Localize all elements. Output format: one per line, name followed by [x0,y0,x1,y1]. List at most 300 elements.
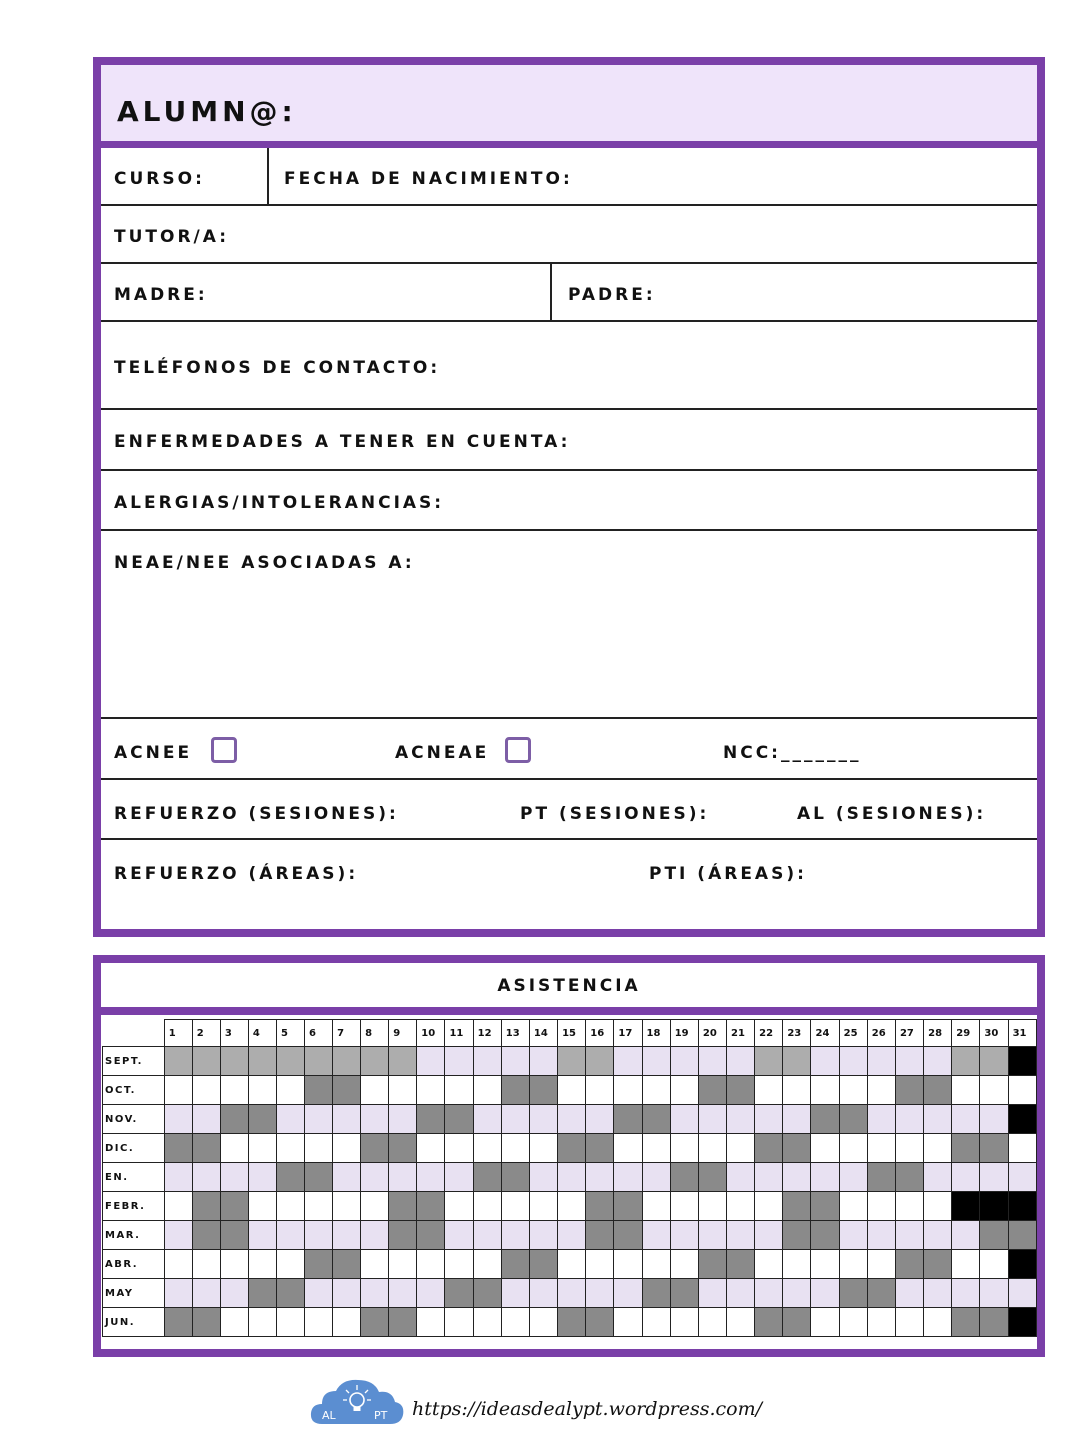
attendance-cell[interactable] [276,1076,304,1105]
attendance-cell[interactable] [417,1163,445,1192]
attendance-cell[interactable] [783,1250,811,1279]
attendance-cell[interactable] [558,1047,586,1076]
attendance-cell[interactable] [755,1250,783,1279]
attendance-cell[interactable] [276,1163,304,1192]
attendance-cell[interactable] [445,1163,473,1192]
attendance-cell[interactable] [473,1192,501,1221]
attendance-cell[interactable] [980,1134,1008,1163]
attendance-cell[interactable] [220,1279,248,1308]
attendance-cell[interactable] [445,1047,473,1076]
attendance-cell[interactable] [727,1221,755,1250]
attendance-cell[interactable] [445,1076,473,1105]
attendance-cell[interactable] [276,1221,304,1250]
attendance-cell[interactable] [698,1192,726,1221]
attendance-cell[interactable] [867,1221,895,1250]
attendance-cell[interactable] [727,1163,755,1192]
attendance-cell[interactable] [361,1250,389,1279]
attendance-cell[interactable] [192,1279,220,1308]
attendance-cell[interactable] [895,1221,923,1250]
attendance-cell[interactable] [980,1192,1008,1221]
attendance-cell[interactable] [529,1047,557,1076]
attendance-cell[interactable] [783,1105,811,1134]
attendance-cell[interactable] [614,1192,642,1221]
attendance-cell[interactable] [727,1250,755,1279]
attendance-cell[interactable] [248,1134,276,1163]
attendance-cell[interactable] [839,1105,867,1134]
attendance-cell[interactable] [333,1134,361,1163]
attendance-cell[interactable] [980,1105,1008,1134]
illnesses-row[interactable] [101,410,1037,471]
attendance-cell[interactable] [980,1076,1008,1105]
attendance-cell[interactable] [924,1308,952,1337]
attendance-cell[interactable] [895,1134,923,1163]
attendance-cell[interactable] [698,1105,726,1134]
attendance-cell[interactable] [220,1105,248,1134]
attendance-cell[interactable] [389,1279,417,1308]
attendance-cell[interactable] [192,1134,220,1163]
attendance-cell[interactable] [417,1279,445,1308]
attendance-cell[interactable] [558,1192,586,1221]
attendance-cell[interactable] [389,1134,417,1163]
attendance-cell[interactable] [473,1076,501,1105]
attendance-cell[interactable] [248,1250,276,1279]
attendance-cell[interactable] [558,1250,586,1279]
attendance-cell[interactable] [698,1221,726,1250]
attendance-cell[interactable] [389,1308,417,1337]
attendance-cell[interactable] [248,1047,276,1076]
attendance-cell[interactable] [867,1076,895,1105]
attendance-cell[interactable] [867,1308,895,1337]
attendance-cell[interactable] [867,1250,895,1279]
attendance-cell[interactable] [417,1250,445,1279]
attendance-cell[interactable] [586,1076,614,1105]
attendance-cell[interactable] [361,1076,389,1105]
attendance-cell[interactable] [586,1105,614,1134]
attendance-cell[interactable] [811,1279,839,1308]
attendance-cell[interactable] [811,1047,839,1076]
attendance-cell[interactable] [755,1105,783,1134]
attendance-cell[interactable] [952,1105,980,1134]
attendance-cell[interactable] [614,1308,642,1337]
attendance-cell[interactable] [755,1308,783,1337]
attendance-cell[interactable] [1008,1279,1036,1308]
attendance-cell[interactable] [670,1250,698,1279]
attendance-cell[interactable] [839,1279,867,1308]
attendance-cell[interactable] [698,1308,726,1337]
attendance-cell[interactable] [811,1308,839,1337]
attendance-cell[interactable] [783,1221,811,1250]
attendance-cell[interactable] [698,1279,726,1308]
attendance-cell[interactable] [1008,1192,1036,1221]
attendance-cell[interactable] [755,1076,783,1105]
attendance-cell[interactable] [220,1047,248,1076]
attendance-cell[interactable] [895,1163,923,1192]
attendance-cell[interactable] [558,1134,586,1163]
attendance-cell[interactable] [276,1250,304,1279]
attendance-cell[interactable] [529,1279,557,1308]
attendance-cell[interactable] [333,1163,361,1192]
attendance-cell[interactable] [305,1192,333,1221]
attendance-cell[interactable] [192,1163,220,1192]
attendance-cell[interactable] [473,1163,501,1192]
attendance-cell[interactable] [952,1279,980,1308]
attendance-cell[interactable] [952,1221,980,1250]
attendance-cell[interactable] [924,1221,952,1250]
attendance-cell[interactable] [389,1163,417,1192]
attendance-cell[interactable] [698,1047,726,1076]
attendance-cell[interactable] [473,1279,501,1308]
attendance-cell[interactable] [727,1047,755,1076]
attendance-cell[interactable] [642,1279,670,1308]
attendance-cell[interactable] [783,1308,811,1337]
attendance-cell[interactable] [501,1279,529,1308]
attendance-cell[interactable] [558,1163,586,1192]
attendance-cell[interactable] [698,1250,726,1279]
attendance-cell[interactable] [980,1308,1008,1337]
attendance-cell[interactable] [839,1163,867,1192]
attendance-cell[interactable] [389,1105,417,1134]
attendance-cell[interactable] [164,1250,192,1279]
blog-url-link[interactable]: https://ideasdealypt.wordpress.com/ [412,1398,763,1420]
attendance-cell[interactable] [980,1250,1008,1279]
attendance-cell[interactable] [727,1308,755,1337]
attendance-cell[interactable] [783,1192,811,1221]
attendance-cell[interactable] [642,1076,670,1105]
attendance-cell[interactable] [811,1192,839,1221]
attendance-cell[interactable] [1008,1308,1036,1337]
attendance-cell[interactable] [417,1192,445,1221]
attendance-cell[interactable] [642,1192,670,1221]
attendance-cell[interactable] [952,1047,980,1076]
attendance-cell[interactable] [361,1047,389,1076]
attendance-cell[interactable] [333,1047,361,1076]
attendance-cell[interactable] [501,1192,529,1221]
attendance-cell[interactable] [305,1047,333,1076]
attendance-cell[interactable] [305,1250,333,1279]
attendance-cell[interactable] [164,1134,192,1163]
attendance-cell[interactable] [473,1105,501,1134]
student-name-row[interactable] [101,65,1037,148]
attendance-cell[interactable] [445,1279,473,1308]
attendance-cell[interactable] [529,1163,557,1192]
attendance-cell[interactable] [614,1105,642,1134]
attendance-cell[interactable] [895,1076,923,1105]
attendance-cell[interactable] [361,1163,389,1192]
attendance-cell[interactable] [924,1250,952,1279]
attendance-cell[interactable] [867,1134,895,1163]
attendance-cell[interactable] [529,1250,557,1279]
attendance-cell[interactable] [361,1308,389,1337]
attendance-cell[interactable] [220,1308,248,1337]
attendance-cell[interactable] [586,1221,614,1250]
attendance-cell[interactable] [642,1134,670,1163]
attendance-cell[interactable] [220,1192,248,1221]
attendance-cell[interactable] [614,1134,642,1163]
attendance-cell[interactable] [839,1047,867,1076]
attendance-cell[interactable] [164,1308,192,1337]
attendance-cell[interactable] [248,1279,276,1308]
attendance-cell[interactable] [755,1279,783,1308]
attendance-cell[interactable] [248,1163,276,1192]
attendance-cell[interactable] [586,1163,614,1192]
attendance-cell[interactable] [220,1076,248,1105]
attendance-cell[interactable] [755,1221,783,1250]
attendance-cell[interactable] [501,1076,529,1105]
attendance-cell[interactable] [670,1308,698,1337]
attendance-cell[interactable] [952,1308,980,1337]
attendance-cell[interactable] [529,1076,557,1105]
attendance-cell[interactable] [727,1192,755,1221]
attendance-cell[interactable] [670,1163,698,1192]
attendance-cell[interactable] [361,1221,389,1250]
attendance-cell[interactable] [811,1163,839,1192]
attendance-cell[interactable] [924,1163,952,1192]
attendance-cell[interactable] [839,1076,867,1105]
attendance-cell[interactable] [305,1105,333,1134]
attendance-cell[interactable] [501,1047,529,1076]
attendance-cell[interactable] [164,1163,192,1192]
attendance-cell[interactable] [980,1047,1008,1076]
attendance-cell[interactable] [417,1308,445,1337]
attendance-cell[interactable] [164,1221,192,1250]
attendance-cell[interactable] [333,1308,361,1337]
attendance-cell[interactable] [501,1308,529,1337]
attendance-cell[interactable] [727,1134,755,1163]
acneae-checkbox[interactable] [505,737,531,763]
attendance-cell[interactable] [698,1076,726,1105]
attendance-cell[interactable] [220,1250,248,1279]
attendance-cell[interactable] [220,1134,248,1163]
attendance-cell[interactable] [1008,1134,1036,1163]
allergies-row[interactable] [101,471,1037,531]
attendance-cell[interactable] [417,1047,445,1076]
attendance-cell[interactable] [867,1192,895,1221]
attendance-cell[interactable] [501,1163,529,1192]
attendance-cell[interactable] [614,1250,642,1279]
attendance-cell[interactable] [811,1221,839,1250]
attendance-cell[interactable] [839,1221,867,1250]
attendance-cell[interactable] [389,1076,417,1105]
attendance-cell[interactable] [164,1047,192,1076]
attendance-cell[interactable] [952,1250,980,1279]
attendance-cell[interactable] [670,1221,698,1250]
attendance-cell[interactable] [614,1076,642,1105]
attendance-cell[interactable] [192,1250,220,1279]
attendance-cell[interactable] [529,1221,557,1250]
attendance-cell[interactable] [164,1105,192,1134]
attendance-cell[interactable] [980,1163,1008,1192]
attendance-cell[interactable] [248,1221,276,1250]
attendance-cell[interactable] [192,1192,220,1221]
attendance-cell[interactable] [727,1279,755,1308]
attendance-cell[interactable] [473,1134,501,1163]
attendance-cell[interactable] [1008,1221,1036,1250]
attendance-cell[interactable] [895,1308,923,1337]
attendance-cell[interactable] [276,1105,304,1134]
attendance-cell[interactable] [783,1047,811,1076]
attendance-cell[interactable] [333,1279,361,1308]
attendance-cell[interactable] [389,1250,417,1279]
attendance-cell[interactable] [276,1308,304,1337]
attendance-cell[interactable] [417,1221,445,1250]
attendance-cell[interactable] [417,1134,445,1163]
attendance-cell[interactable] [924,1105,952,1134]
attendance-cell[interactable] [558,1279,586,1308]
attendance-cell[interactable] [361,1134,389,1163]
attendance-cell[interactable] [361,1192,389,1221]
attendance-cell[interactable] [529,1134,557,1163]
attendance-cell[interactable] [333,1221,361,1250]
attendance-cell[interactable] [558,1076,586,1105]
attendance-cell[interactable] [248,1308,276,1337]
attendance-cell[interactable] [473,1047,501,1076]
attendance-cell[interactable] [192,1047,220,1076]
attendance-cell[interactable] [642,1047,670,1076]
attendance-cell[interactable] [839,1308,867,1337]
attendance-cell[interactable] [811,1105,839,1134]
attendance-cell[interactable] [670,1076,698,1105]
attendance-cell[interactable] [473,1250,501,1279]
attendance-cell[interactable] [473,1221,501,1250]
attendance-cell[interactable] [276,1134,304,1163]
attendance-cell[interactable] [586,1250,614,1279]
attendance-cell[interactable] [980,1279,1008,1308]
attendance-cell[interactable] [361,1105,389,1134]
attendance-cell[interactable] [980,1221,1008,1250]
attendance-cell[interactable] [952,1192,980,1221]
attendance-cell[interactable] [501,1134,529,1163]
tutor-row[interactable] [101,206,1037,264]
attendance-cell[interactable] [529,1308,557,1337]
attendance-cell[interactable] [614,1221,642,1250]
attendance-cell[interactable] [164,1076,192,1105]
attendance-cell[interactable] [642,1250,670,1279]
attendance-cell[interactable] [614,1163,642,1192]
attendance-cell[interactable] [952,1076,980,1105]
attendance-cell[interactable] [333,1076,361,1105]
attendance-cell[interactable] [529,1105,557,1134]
attendance-cell[interactable] [445,1250,473,1279]
attendance-cell[interactable] [670,1134,698,1163]
attendance-cell[interactable] [755,1047,783,1076]
attendance-cell[interactable] [445,1105,473,1134]
attendance-cell[interactable] [164,1192,192,1221]
attendance-cell[interactable] [839,1134,867,1163]
attendance-cell[interactable] [642,1221,670,1250]
attendance-cell[interactable] [839,1250,867,1279]
attendance-cell[interactable] [811,1250,839,1279]
attendance-cell[interactable] [1008,1250,1036,1279]
attendance-cell[interactable] [727,1105,755,1134]
attendance-cell[interactable] [501,1250,529,1279]
attendance-cell[interactable] [670,1192,698,1221]
acnee-checkbox[interactable] [211,737,237,763]
attendance-cell[interactable] [895,1047,923,1076]
attendance-cell[interactable] [952,1134,980,1163]
attendance-cell[interactable] [164,1279,192,1308]
attendance-cell[interactable] [558,1308,586,1337]
attendance-cell[interactable] [445,1221,473,1250]
attendance-cell[interactable] [727,1076,755,1105]
attendance-cell[interactable] [445,1308,473,1337]
attendance-cell[interactable] [1008,1105,1036,1134]
attendance-cell[interactable] [558,1221,586,1250]
attendance-cell[interactable] [924,1279,952,1308]
attendance-cell[interactable] [333,1192,361,1221]
attendance-cell[interactable] [670,1105,698,1134]
attendance-cell[interactable] [1008,1047,1036,1076]
attendance-cell[interactable] [811,1134,839,1163]
attendance-cell[interactable] [642,1163,670,1192]
attendance-cell[interactable] [895,1105,923,1134]
attendance-cell[interactable] [558,1105,586,1134]
attendance-cell[interactable] [248,1105,276,1134]
attendance-cell[interactable] [867,1047,895,1076]
attendance-cell[interactable] [783,1163,811,1192]
attendance-cell[interactable] [586,1308,614,1337]
attendance-cell[interactable] [614,1047,642,1076]
attendance-cell[interactable] [417,1105,445,1134]
attendance-cell[interactable] [670,1279,698,1308]
attendance-cell[interactable] [220,1221,248,1250]
attendance-cell[interactable] [642,1105,670,1134]
attendance-cell[interactable] [586,1192,614,1221]
attendance-cell[interactable] [867,1279,895,1308]
attendance-cell[interactable] [586,1279,614,1308]
attendance-cell[interactable] [895,1192,923,1221]
attendance-cell[interactable] [614,1279,642,1308]
attendance-cell[interactable] [1008,1076,1036,1105]
attendance-cell[interactable] [811,1076,839,1105]
attendance-cell[interactable] [867,1105,895,1134]
attendance-cell[interactable] [305,1076,333,1105]
attendance-cell[interactable] [586,1047,614,1076]
attendance-cell[interactable] [305,1308,333,1337]
attendance-cell[interactable] [529,1192,557,1221]
attendance-cell[interactable] [670,1047,698,1076]
attendance-cell[interactable] [417,1076,445,1105]
attendance-cell[interactable] [276,1047,304,1076]
attendance-cell[interactable] [220,1163,248,1192]
attendance-cell[interactable] [305,1221,333,1250]
attendance-cell[interactable] [755,1192,783,1221]
attendance-cell[interactable] [276,1192,304,1221]
attendance-cell[interactable] [642,1308,670,1337]
attendance-cell[interactable] [389,1221,417,1250]
attendance-cell[interactable] [305,1134,333,1163]
attendance-cell[interactable] [867,1163,895,1192]
attendance-cell[interactable] [305,1163,333,1192]
attendance-cell[interactable] [924,1047,952,1076]
phones-row[interactable] [101,322,1037,410]
attendance-cell[interactable] [755,1163,783,1192]
attendance-cell[interactable] [501,1221,529,1250]
attendance-cell[interactable] [333,1105,361,1134]
attendance-cell[interactable] [698,1134,726,1163]
attendance-cell[interactable] [389,1047,417,1076]
attendance-cell[interactable] [924,1192,952,1221]
attendance-cell[interactable] [924,1134,952,1163]
attendance-cell[interactable] [333,1250,361,1279]
attendance-cell[interactable] [783,1134,811,1163]
attendance-cell[interactable] [895,1250,923,1279]
attendance-cell[interactable] [586,1134,614,1163]
attendance-cell[interactable] [1008,1163,1036,1192]
attendance-cell[interactable] [192,1105,220,1134]
attendance-cell[interactable] [445,1134,473,1163]
attendance-cell[interactable] [192,1308,220,1337]
attendance-cell[interactable] [783,1279,811,1308]
